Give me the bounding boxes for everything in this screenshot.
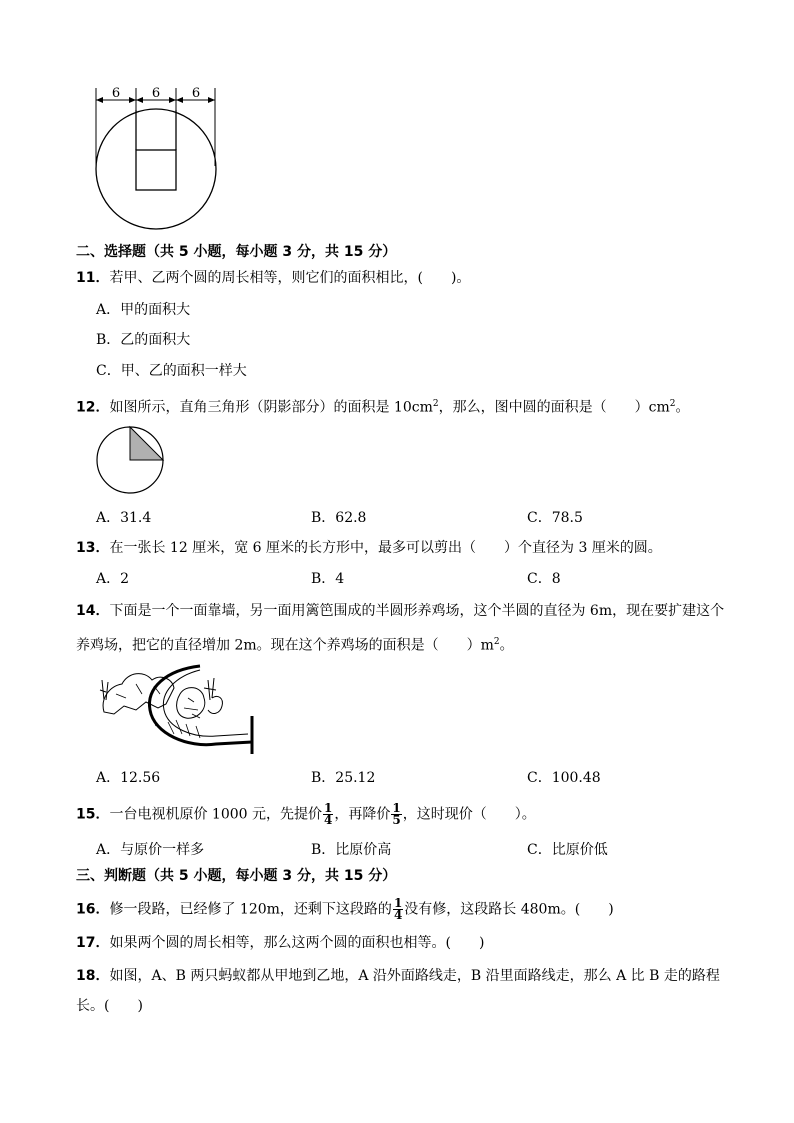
option-c[interactable]: C．78.5: [527, 510, 583, 526]
option-b[interactable]: B．比原价高: [311, 842, 392, 858]
superscript: 2: [493, 637, 500, 647]
question-text: 长。( ): [76, 998, 143, 1014]
option-a[interactable]: A．甲的面积大: [96, 302, 191, 318]
question-text: ，那么，图中圆的面积是（ ）cm: [438, 399, 670, 416]
option-b[interactable]: B．25.12: [311, 770, 376, 786]
question-text: 如图，A、B 两只蚂蚁都从甲地到乙地，A 沿外面路线走，B 沿里面路线走，那么 A 比 B 走的路程: [109, 968, 720, 984]
fraction-one-quarter: $\frac{1}{4}$: [393, 896, 403, 922]
question-13: [76, 538, 662, 558]
question-text: 。: [499, 637, 514, 654]
question-text: 如果两个圆的周长相等，那么这两个圆的面积也相等。( ): [109, 935, 485, 951]
question-18-line1: [76, 966, 720, 986]
question-17: [76, 933, 484, 953]
circle-triangle-figure: [94, 424, 166, 496]
fraction-one-fifth: $\frac{1}{5}$: [392, 801, 401, 827]
question-text: ，再降价: [334, 806, 391, 823]
dimension-middle: 6: [151, 86, 161, 101]
option-a[interactable]: A．31.4: [96, 510, 152, 526]
question-text: 修一段路，已经修了 120m，还剩下这段路的: [109, 901, 392, 918]
question-number: 17．: [76, 935, 110, 951]
question-15: [76, 803, 536, 826]
question-18-line2: [76, 996, 143, 1016]
question-number: 15．: [76, 806, 110, 823]
dimension-right: 6: [191, 86, 201, 101]
option-b[interactable]: B．4: [311, 571, 345, 587]
question-12: [76, 394, 689, 418]
superscript: 2: [669, 399, 676, 409]
section-heading-multiple-choice: 二、选择题（共 5 小题，每小题 3 分，共 15 分）: [76, 244, 397, 260]
question-text: 一台电视机原价 1000 元，先提价: [109, 806, 323, 823]
question-text: 养鸡场，把它的直径增加 2m。现在这个养鸡场的面积是（ ）m: [76, 637, 494, 654]
question-text: ，这时现价（ ）。: [402, 806, 536, 823]
option-a[interactable]: A．2: [96, 571, 130, 587]
question-text: 如图所示，直角三角形（阴影部分）的面积是 10cm: [109, 399, 433, 416]
question-text: 若甲、乙两个圆的周长相等，则它们的面积相比，( )。: [109, 270, 471, 286]
option-c[interactable]: C．甲、乙的面积一样大: [96, 363, 247, 379]
option-c[interactable]: C．8: [527, 571, 561, 587]
question-14-line1: [76, 601, 724, 621]
question-number: 18．: [76, 968, 110, 984]
question-14-line2: [76, 632, 514, 656]
question-11: [76, 268, 470, 288]
question-text: 没有修，这段路长 480m。( ): [404, 901, 614, 918]
chicken-coop-illustration: [96, 664, 256, 760]
question-number: 16．: [76, 901, 110, 918]
fraction-one-quarter: $\frac{1}{4}$: [324, 801, 333, 827]
question-number: 14．: [76, 603, 110, 619]
option-b[interactable]: B．乙的面积大: [96, 332, 191, 348]
option-a[interactable]: A．12.56: [96, 770, 161, 786]
question-text: 下面是一个一面靠墙，另一面用篱笆围成的半圆形养鸡场，这个半圆的直径为 6m，现在要扩建这个: [109, 603, 725, 619]
question-number: 12．: [76, 399, 110, 416]
dimension-left: 6: [111, 86, 121, 101]
question-number: 11．: [76, 270, 110, 286]
question-text: 在一张长 12 厘米，宽 6 厘米的长方形中，最多可以剪出（ ）个直径为 3 厘米的圆。: [109, 540, 662, 556]
option-a[interactable]: A．与原价一样多: [96, 842, 205, 858]
option-b[interactable]: B．62.8: [311, 510, 367, 526]
question-number: 13．: [76, 540, 110, 556]
question-text: 。: [675, 399, 690, 416]
option-c[interactable]: C．100.48: [527, 770, 601, 786]
circle-square-figure: [88, 84, 228, 234]
superscript: 2: [432, 399, 439, 409]
option-c[interactable]: C．比原价低: [527, 842, 608, 858]
section-heading-true-false: 三、判断题（共 5 小题，每小题 3 分，共 15 分）: [76, 868, 397, 884]
question-16: [76, 898, 614, 921]
